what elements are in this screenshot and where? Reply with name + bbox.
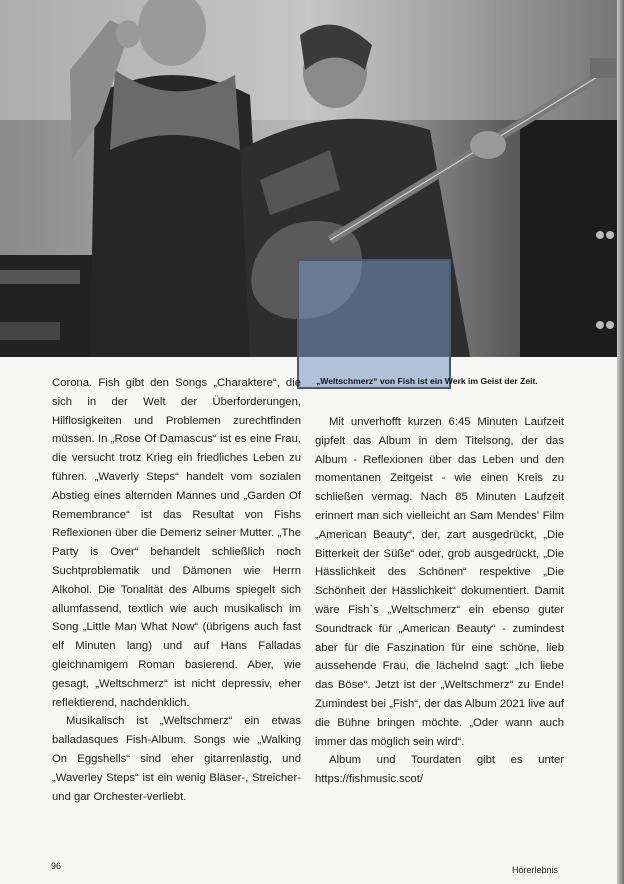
right-column (315, 413, 564, 789)
right-paragraph-1: Mit unverhofft kurzen 6:45 Minuten Laufzeit gipfelt das Album in dem Titelsong, der das Album - Reflexionen über das Leben und den momentanen Zeitgeist - wie einen Kreis zu schließen vermag. Nach 85 Minuten Laufzeit erinnert man sich vielleicht an Sam Mendes' Film „American Beauty“, der, zart ausgedrückt, „Die Bitterkeit der Süße“ oder, grob ausgedrückt, „Die Hässlichkeit des Schönen“ respektive „Die Schönheit der Hässlichkeit“ dokumentiert. Damit wäre Fish`s „Weltschmerz“ ein ebenso guter Soundtrack für „American Beauty“ - zumindest aber für die Faszination für eine schöne, lieb aussehende Frau, die lächelnd sagt: „Ich liebe das Böse“. Jetzt ist der „Weltschmerz“ zu Ende! Zumindest bei „Fish“, der das Album 2021 live auf die Bühne bringen möchte. „Oder wann auch immer das möglich sein wird“. (315, 416, 564, 748)
page-number: 96 (51, 861, 62, 871)
page-edge-shadow (617, 0, 624, 884)
section-name: Hörerlebnis (512, 865, 559, 875)
right-paragraph-2: Album und Tourdaten gibt es unter https://fishmusic.scot/ (315, 754, 564, 786)
left-column (52, 374, 301, 806)
image-selection-overlay (297, 259, 451, 389)
left-paragraph-1: Corona. Fish gibt den Songs „Charaktere“, die sich in der Welt der Überforderungen, Hilflosigkeiten und Problemen zurechtfinden müssen. In „Rose Of Damascus“ ist es eine Frau, die versucht trotz Krieg ein friedliches Leben zu führen. „Waverly Steps“ handelt vom sozialen Abstieg eines alternden Mannes und „Garden Of Remembrance“ ist das Resultat von Fishs Reflexionen über die Demenz seiner Mutter. „The Party is Over“ behandelt schließlich noch Suchtproblematik und Dämonen wie Herrn Alkohol. Die Tonalität des Albums spiegelt sich allumfassend, textlich wie auch musikalisch im Song „Little Man What Now“ (übrigens auch fast elf Minuten lang) und auf Hans Falladas gleichnamigem Roman basierend. Aber, wie gesagt, „Weltschmerz“ ist nicht depressiv, eher reflektierend, nachdenklich. (52, 377, 301, 709)
left-paragraph-2: Musikalisch ist „Weltschmerz“ ein etwas balladasques Fish-Album. Songs wie „Walking On Eggshells“ sind eher gitarrenlastig, und „Waverley Steps“ ist ein wenig Bläser-, Streicher- und gar Orchester-verliebt. (52, 715, 301, 803)
photo-caption: „Weltschmerz“ von Fish ist ein Werk im Geist der Zeit. (316, 376, 538, 386)
